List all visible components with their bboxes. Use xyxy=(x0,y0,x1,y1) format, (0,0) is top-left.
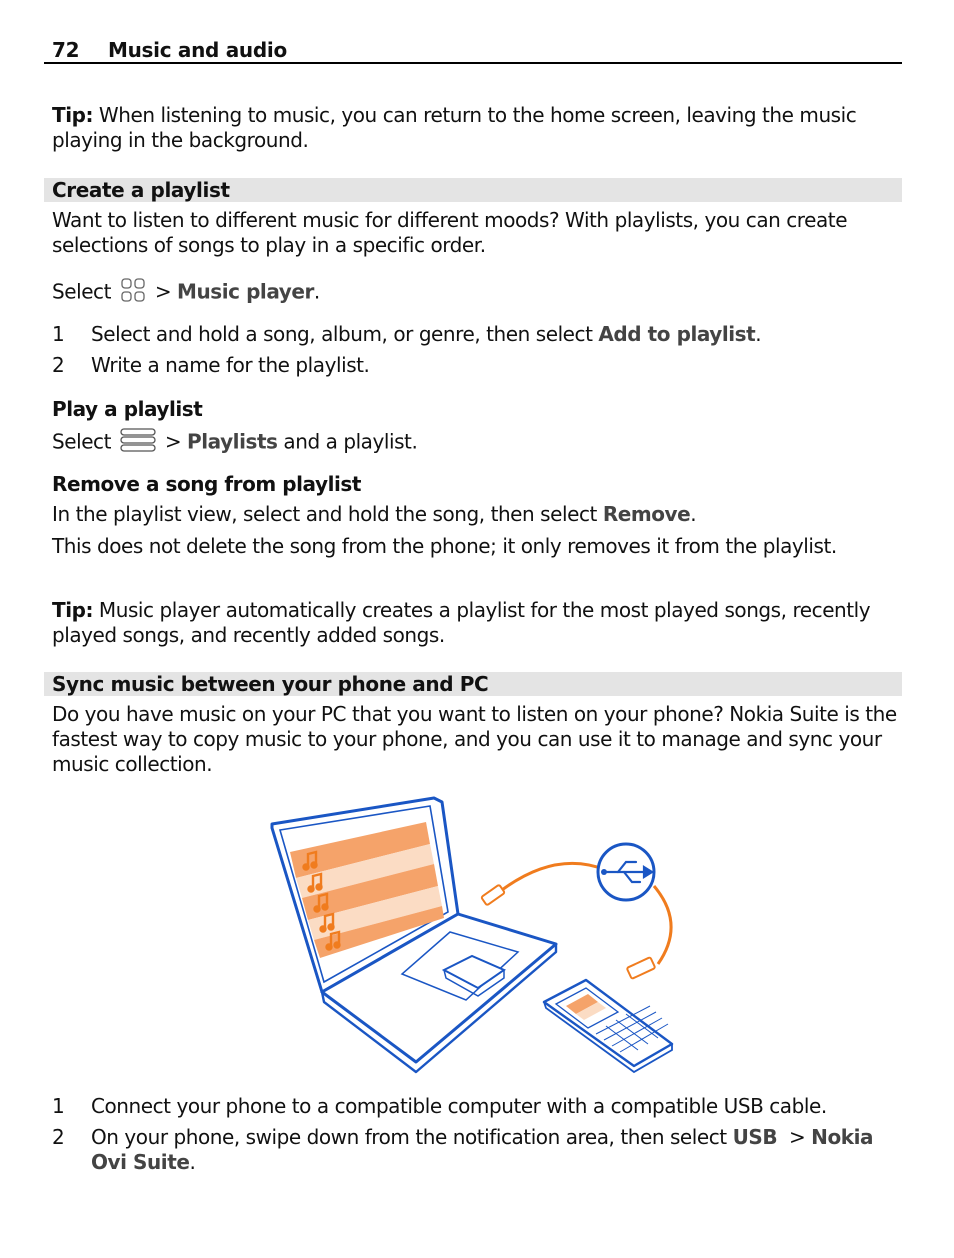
select-sep: > xyxy=(158,429,188,454)
step-text: Connect your phone to a compatible computer with a compatible USB cable. xyxy=(91,1094,827,1118)
subheading-play-playlist: Play a playlist xyxy=(52,397,203,421)
create-select-line xyxy=(52,277,902,309)
laptop-usb-phone-illustration xyxy=(266,794,686,1078)
select-word: Select xyxy=(52,279,111,304)
cmd-music-player: Music player xyxy=(177,279,314,304)
section-heading-text: Sync music between your phone and PC xyxy=(52,672,489,696)
remove-text: In the playlist view, select and hold the song, then select xyxy=(52,502,603,526)
cmd-add-to-playlist: Add to playlist xyxy=(598,322,756,346)
section-heading-sync-music xyxy=(44,672,902,696)
step-end: . xyxy=(755,322,762,346)
cmd-playlists: Playlists xyxy=(187,429,278,454)
section-heading-create-playlist xyxy=(44,178,902,202)
page-header xyxy=(44,36,902,64)
step-text: On your phone, swipe down from the notification area, then select xyxy=(91,1125,733,1149)
step-number: 2 xyxy=(52,1125,65,1149)
play-select-line xyxy=(52,427,902,459)
step-number: 1 xyxy=(52,322,65,346)
cmd-nokia-ovi-suite: Nokia Ovi Suite xyxy=(91,1125,874,1174)
step-sep: > xyxy=(777,1125,812,1149)
step-text: Write a name for the playlist. xyxy=(91,353,370,377)
step-number: 2 xyxy=(52,353,65,377)
tip-text: Music player automatically creates a playlist for the most played songs, recently played songs, and recently added songs. xyxy=(52,598,871,647)
menu-list-icon xyxy=(119,427,157,459)
tip-label: Tip: xyxy=(52,103,94,127)
subheading-remove-song: Remove a song from playlist xyxy=(52,472,361,496)
tip-label: Tip: xyxy=(52,598,94,622)
select-sep: > xyxy=(148,279,178,304)
step-number: 1 xyxy=(52,1094,65,1118)
cmd-usb: USB xyxy=(732,1125,778,1149)
tip-auto-playlists xyxy=(52,598,902,648)
page-number: 72 xyxy=(52,38,80,62)
apps-grid-icon xyxy=(119,277,147,309)
select-word: Select xyxy=(52,429,111,454)
tip-text: When listening to music, you can return to the home screen, leaving the music playing in the background. xyxy=(52,103,857,152)
remove-line-2: This does not delete the song from the phone; it only removes it from the playlist. xyxy=(52,534,837,558)
tip-home-screen xyxy=(52,103,902,153)
cmd-remove: Remove xyxy=(602,502,691,526)
create-intro: Want to listen to different music for different moods? With playlists, you can create selections of songs to play in a specific order. xyxy=(52,208,848,257)
remove-end: . xyxy=(690,502,697,526)
step-end: . xyxy=(189,1150,196,1174)
select-end: and a playlist. xyxy=(277,429,418,454)
section-title: Music and audio xyxy=(108,38,287,62)
remove-line-1 xyxy=(52,502,902,527)
sync-intro: Do you have music on your PC that you want to listen on your phone? Nokia Suite is the fastest way to copy music to your phone, and you can use it to manage and sync your music collection. xyxy=(52,702,897,776)
step-text: Select and hold a song, album, or genre, then select xyxy=(91,322,599,346)
section-heading-text: Create a playlist xyxy=(52,178,230,202)
select-end: . xyxy=(313,279,320,304)
